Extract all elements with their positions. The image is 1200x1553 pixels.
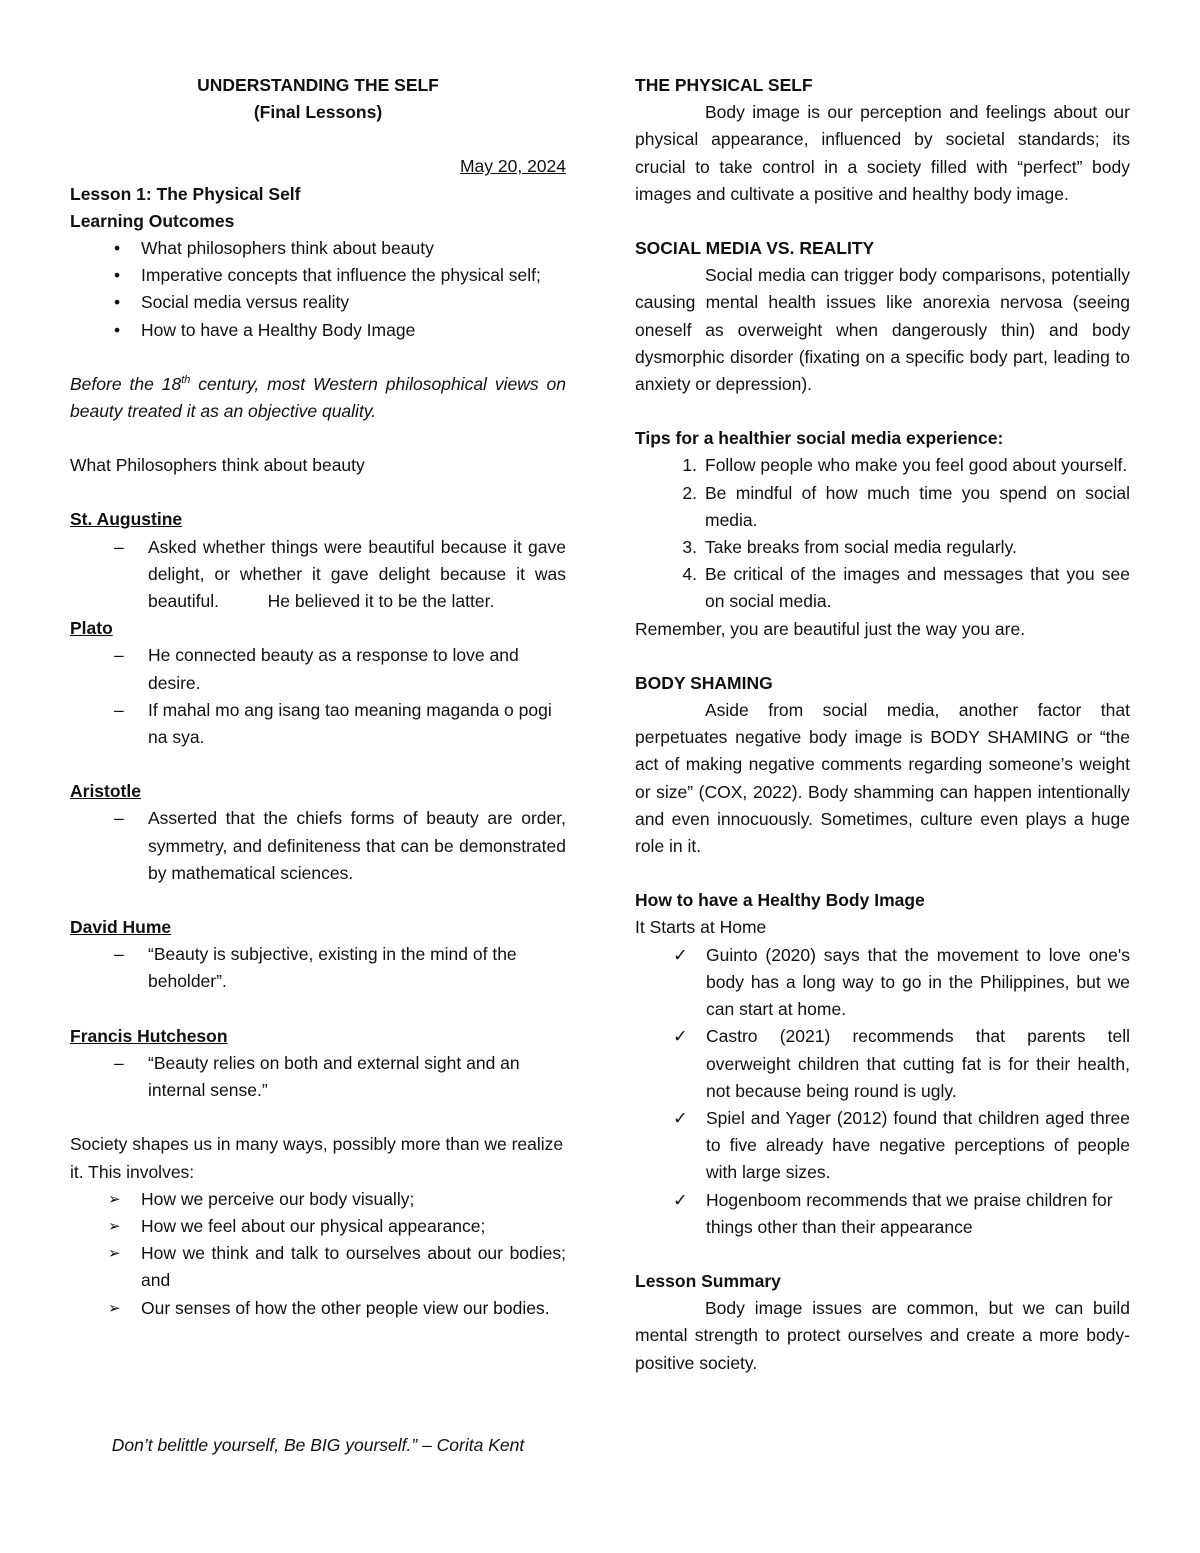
philosophers-heading: What Philosophers think about beauty — [70, 455, 365, 476]
social-media-paragraph: Social media can trigger body comparisons, potentially causing mental health issues like anorexia nervosa (seeing oneself as overweight when dangerously thin) and body dysmorphic disorder (fixating on a specific body part, leading to anxiety or depression). — [635, 265, 1130, 395]
healthy-body-heading: How to have a Healthy Body Image — [635, 890, 925, 911]
list-item: • What philosophers think about beauty — [70, 235, 566, 262]
society-list — [70, 1186, 566, 1322]
list-item: ➢ How we perceive our body visually; — [70, 1186, 566, 1213]
physical-self-heading: THE PHYSICAL SELF — [635, 75, 813, 95]
list-item: ✓ Spiel and Yager (2012) found that children aged three to five already have negative perceptions of people with large sizes. — [635, 1105, 1130, 1187]
lesson-title: Lesson 1: The Physical Self — [70, 183, 301, 204]
document-title: UNDERSTANDING THE SELF — [197, 75, 439, 95]
right-column — [635, 72, 1130, 1377]
list-item: ✓ Castro (2021) recommends that parents tell overweight children that cutting fat is for their health, not because being round is ugly. — [635, 1023, 1130, 1105]
tips-list — [635, 452, 1130, 615]
intro-paragraph: Before the 18th century, most Western philosophical views on beauty treated it as an objective quality. — [70, 373, 566, 422]
philosopher-name-hutcheson: Francis Hutcheson — [70, 1025, 228, 1046]
list-item: ➢ Our senses of how the other people view our bodies. — [70, 1295, 566, 1322]
arrow-bullet-icon: ➢ — [108, 1217, 121, 1235]
list-item: – “Beauty is subjective, existing in the mind of the beholder”. — [70, 941, 566, 995]
list-item: • How to have a Healthy Body Image — [70, 317, 566, 344]
lesson-summary-paragraph: Body image issues are common, but we can build mental strength to protect ourselves and create a more body-positive society. — [635, 1298, 1130, 1373]
dash-icon: – — [114, 699, 124, 720]
home-list — [635, 942, 1130, 1241]
list-item: ➢ How we feel about our physical appearance; — [70, 1213, 566, 1240]
list-item: – “Beauty relies on both and external sight and an internal sense.” — [70, 1050, 566, 1104]
list-number: 4. — [682, 564, 697, 585]
arrow-bullet-icon: ➢ — [108, 1190, 121, 1208]
physical-self-paragraph: Body image is our perception and feelings about our physical appearance, influenced by societal standards; its crucial to take control in a society filled with “perfect” body images and cultivate a positive and healthy body image. — [635, 102, 1130, 204]
lesson-summary-heading: Lesson Summary — [635, 1270, 781, 1291]
dash-icon: – — [114, 1052, 124, 1073]
list-number: 1. — [682, 455, 697, 476]
arrow-bullet-icon: ➢ — [108, 1245, 121, 1263]
arrow-bullet-icon: ➢ — [108, 1299, 121, 1317]
dash-icon: – — [114, 536, 124, 557]
social-media-heading: SOCIAL MEDIA VS. REALITY — [635, 238, 875, 259]
left-column — [70, 72, 571, 1322]
checkmark-icon: ✓ — [673, 1189, 688, 1210]
list-item: – If mahal mo ang isang tao meaning maganda o pogi na sya. — [70, 697, 566, 751]
home-subheading: It Starts at Home — [635, 917, 767, 938]
document-date: May 20, 2024 — [459, 156, 566, 177]
philosopher-name-plato: Plato — [70, 618, 113, 639]
list-item: ✓ Hogenboom recommends that we praise children for things other than their appearance — [635, 1187, 1130, 1241]
list-item: – Asserted that the chiefs forms of beauty are order, symmetry, and definiteness that can be demonstrated by mathematical sciences. — [70, 805, 566, 887]
closing-quote: Don’t belittle yourself, Be BIG yourself.” – Corita Kent — [111, 1435, 525, 1455]
list-item: – Asked whether things were beautiful because it gave delight, or whether it gave delight because it was beautiful. He believed it to be the latter. — [70, 534, 566, 616]
dash-icon: – — [114, 944, 124, 965]
document-subtitle: (Final Lessons) — [253, 102, 383, 123]
list-item: • Imperative concepts that influence the physical self; — [70, 262, 566, 289]
list-item: • Social media versus reality — [70, 289, 566, 316]
list-number: 3. — [682, 537, 697, 558]
body-shaming-paragraph: Aside from social media, another factor that perpetuates negative body image is BODY SHAMING or “the act of making negative comments regarding someone’s weight or size” (COX, 2022). Body shamming can happen intentionally and even innocuously. Sometimes, culture even plays a huge role in it. — [635, 700, 1130, 857]
checkmark-icon: ✓ — [673, 1026, 688, 1047]
list-number: 2. — [682, 482, 697, 503]
dash-icon: – — [114, 808, 124, 829]
hutcheson-points — [70, 1050, 566, 1104]
plato-points — [70, 642, 566, 751]
bullet-icon: • — [114, 292, 121, 313]
dash-icon: – — [114, 645, 124, 666]
hume-points — [70, 941, 566, 995]
augustine-points — [70, 534, 571, 616]
list-item: ➢ How we think and talk to ourselves about our bodies; and — [70, 1240, 566, 1294]
list-item: 1. Follow people who make you feel good about yourself. — [635, 452, 1130, 479]
bullet-icon: • — [114, 319, 121, 340]
checkmark-icon: ✓ — [673, 1107, 688, 1128]
philosopher-name-aristotle: Aristotle — [70, 781, 141, 802]
philosopher-name-hume: David Hume — [70, 917, 172, 938]
list-item: 2. Be mindful of how much time you spend on social media. — [635, 480, 1130, 534]
bullet-icon: • — [114, 238, 121, 259]
bullet-icon: • — [114, 265, 121, 286]
body-shaming-heading: BODY SHAMING — [635, 672, 773, 693]
outcomes-list — [70, 235, 566, 344]
tips-heading: Tips for a healthier social media experience: — [635, 428, 1004, 449]
outcomes-heading: Learning Outcomes — [70, 210, 235, 231]
society-paragraph: Society shapes us in many ways, possibly more than we realize it. This involves: — [70, 1134, 564, 1182]
list-item: 3. Take breaks from social media regularly. — [635, 534, 1130, 561]
checkmark-icon: ✓ — [673, 944, 688, 965]
philosopher-name-augustine: St. Augustine — [70, 509, 183, 530]
list-item: 4. Be critical of the images and messages that you see on social media. — [635, 561, 1130, 615]
aristotle-points — [70, 805, 566, 887]
remember-line: Remember, you are beautiful just the way you are. — [635, 618, 1026, 639]
list-item: ✓ Guinto (2020) says that the movement to love one's body has a long way to go in the Philippines, but we can start at home. — [635, 942, 1130, 1024]
list-item: – He connected beauty as a response to love and desire. — [70, 642, 566, 696]
